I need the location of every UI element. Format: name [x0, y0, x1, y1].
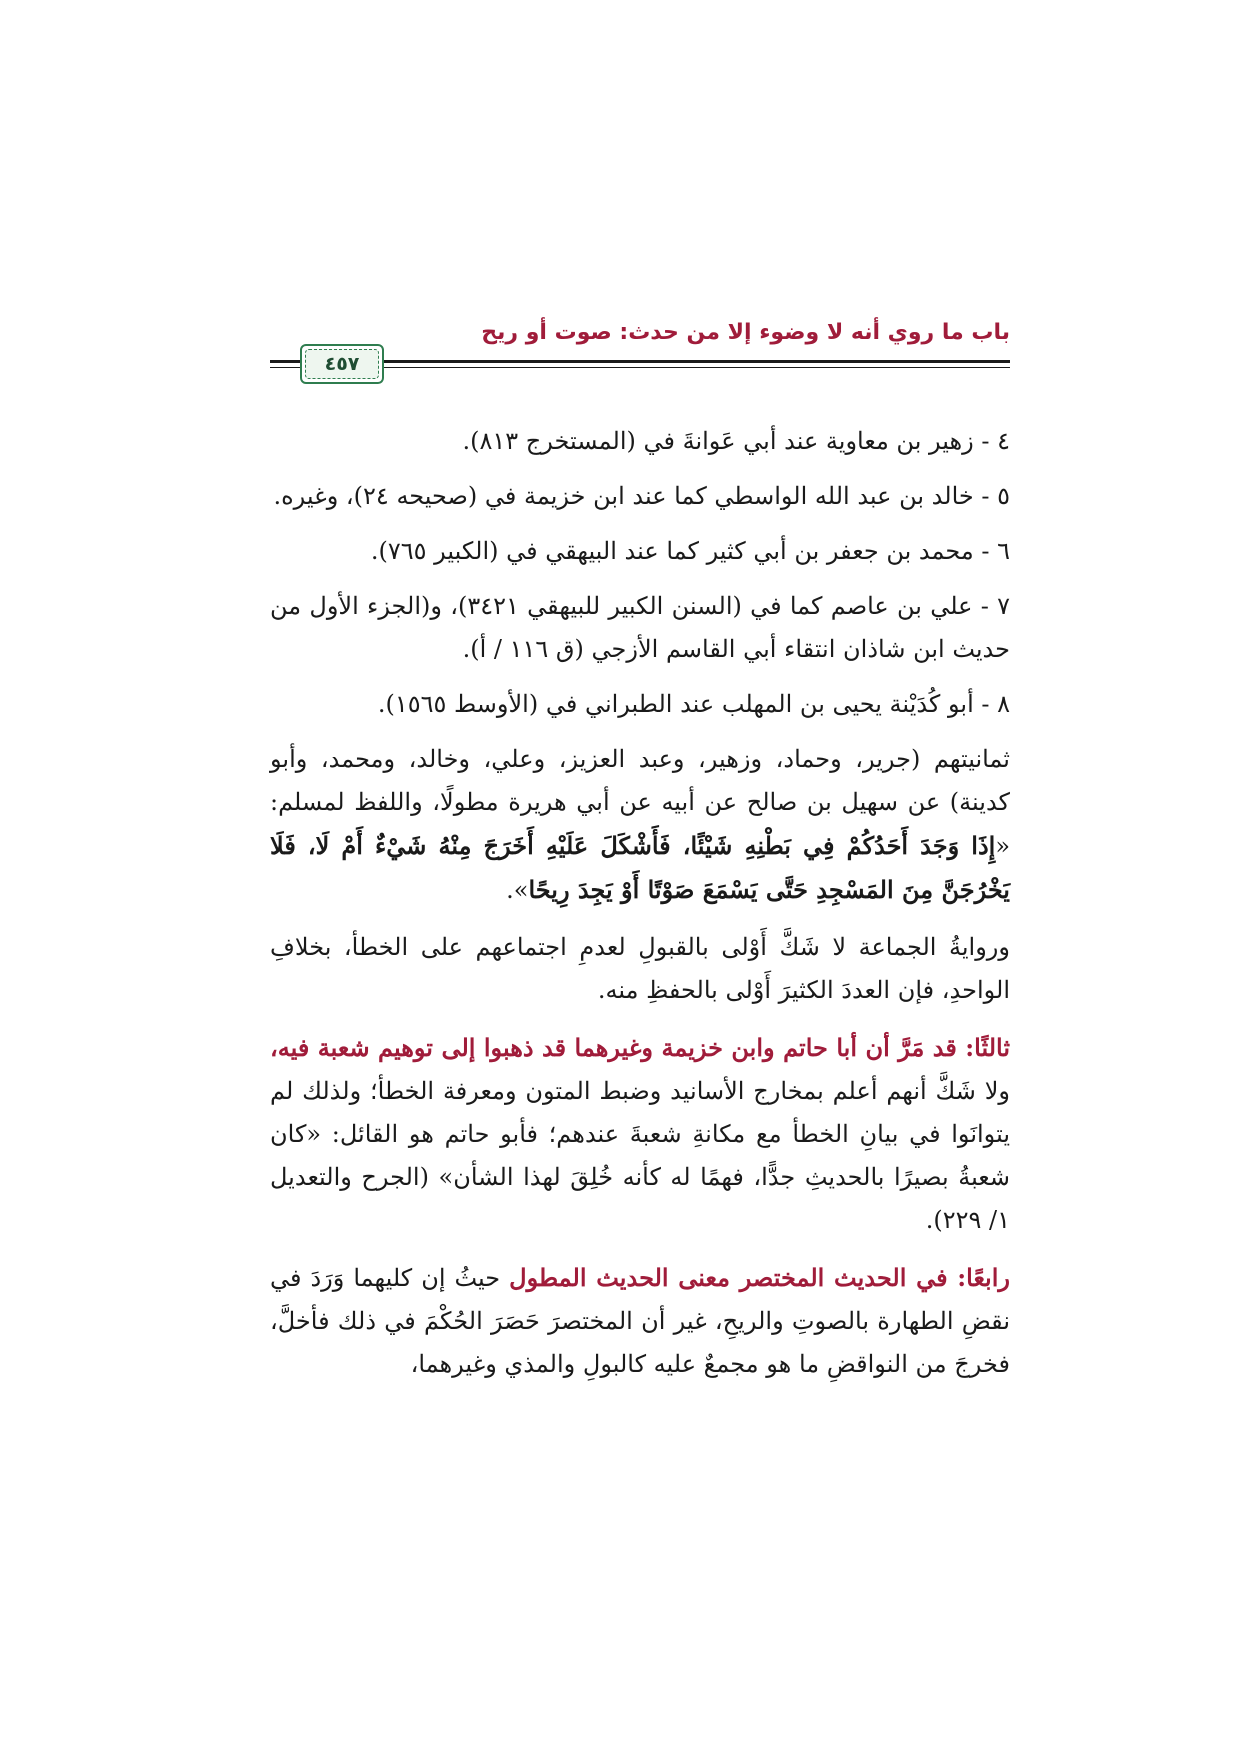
paragraph-third-body: ولا شَكَّ أنهم أعلم بمخارج الأسانيد وضبط المتون ومعرفة الخطأ؛ ولذلك لم يتوانَوا في بيانِ الخطأ مع مكانةِ شعبةَ عندهم؛ فأبو حاتم هو القائل: «كان شعبةُ بصيرًا بالحديثِ جدًّا، فهمًا له كأنه خُلِقَ لهذا الشأن» (الجرح والتعديل ١/ ٢٢٩). [270, 1077, 1010, 1234]
paragraph-group-narration: وروايةُ الجماعة لا شَكَّ أَوْلى بالقبولِ لعدمِ اجتماعهم على الخطأ، بخلافِ الواحدِ، فإن العددَ الكثيرَ أَوْلى بالحفظِ منه. [270, 933, 1010, 1004]
narrator-item-7: ٧ - علي بن عاصم كما في (السنن الكبير للبيهقي ٣٤٢١)، و(الجزء الأول من حديث ابن شاذان انتقاء أبي القاسم الأزجي (ق ١١٦ / أ). [270, 592, 1010, 663]
paragraph-fourth-body: حيثُ إن كليهما وَرَدَ في نقضِ الطهارة بالصوتِ والريحِ، غير أن المختصرَ حَصَرَ الحُكْمَ في ذلك فأخلَّ، فخرجَ من النواقضِ ما هو مجمعٌ عليه كالبولِ والمذي وغيرهما، [270, 1264, 1010, 1378]
running-header [270, 320, 1010, 390]
section-heading-third: ثالثًا: قد مَرَّ أن أبا حاتم وابن خزيمة وغيرهما قد ذهبوا إلى توهيم شعبة فيه، [270, 1033, 1010, 1062]
narrator-item-6: ٦ - محمد بن جعفر بن أبي كثير كما عند البيهقي في (الكبير ٧٦٥). [370, 537, 1010, 565]
section-heading-fourth: رابعًا: في الحديث المختصر معنى الحديث المطول [509, 1263, 1010, 1292]
chapter-title: باب ما روي أنه لا وضوء إلا من حدث: صوت أو ريح [481, 320, 1010, 345]
page-number: ٤٥٧ [305, 349, 379, 379]
narrator-item-5: ٥ - خالد بن عبد الله الواسطي كما عند ابن خزيمة في (صحيحه ٢٤)، وغيره. [273, 482, 1010, 510]
paragraph-eight-narrators [270, 738, 1010, 912]
narrator-item-4: ٤ - زهير بن معاوية عند أبي عَوانةَ في (المستخرج ٨١٣). [462, 427, 1010, 455]
page-number-badge [300, 344, 384, 384]
paragraph-fourth [270, 1256, 1010, 1386]
page-body [270, 420, 1010, 1400]
paragraph-intro: ثمانيتهم (جرير، وحماد، وزهير، وعبد العزيز، وعلي، وخالد، ومحمد، وأبو كدينة) عن سهيل بن صالح عن أبيه عن أبي هريرة مطولًا، واللفظ لمسلم: « [270, 745, 1010, 860]
hadith-text: إِذَا وَجَدَ أَحَدُكُمْ فِي بَطْنِهِ شَيْئًا، فَأَشْكَلَ عَلَيْهِ أَخَرَجَ مِنْهُ شَيْءٌ أَمْ لَا، فَلَا يَخْرُجَنَّ مِنَ المَسْجِدِ حَتَّى يَسْمَعَ صَوْتًا أَوْ يَجِدَ رِيحًا [270, 831, 1010, 904]
narrator-item-8: ٨ - أبو كُدَيْنة يحيى بن المهلب عند الطبراني في (الأوسط ١٥٦٥). [377, 690, 1010, 718]
paragraph-third [270, 1026, 1010, 1242]
paragraph-outro: ». [506, 876, 529, 904]
